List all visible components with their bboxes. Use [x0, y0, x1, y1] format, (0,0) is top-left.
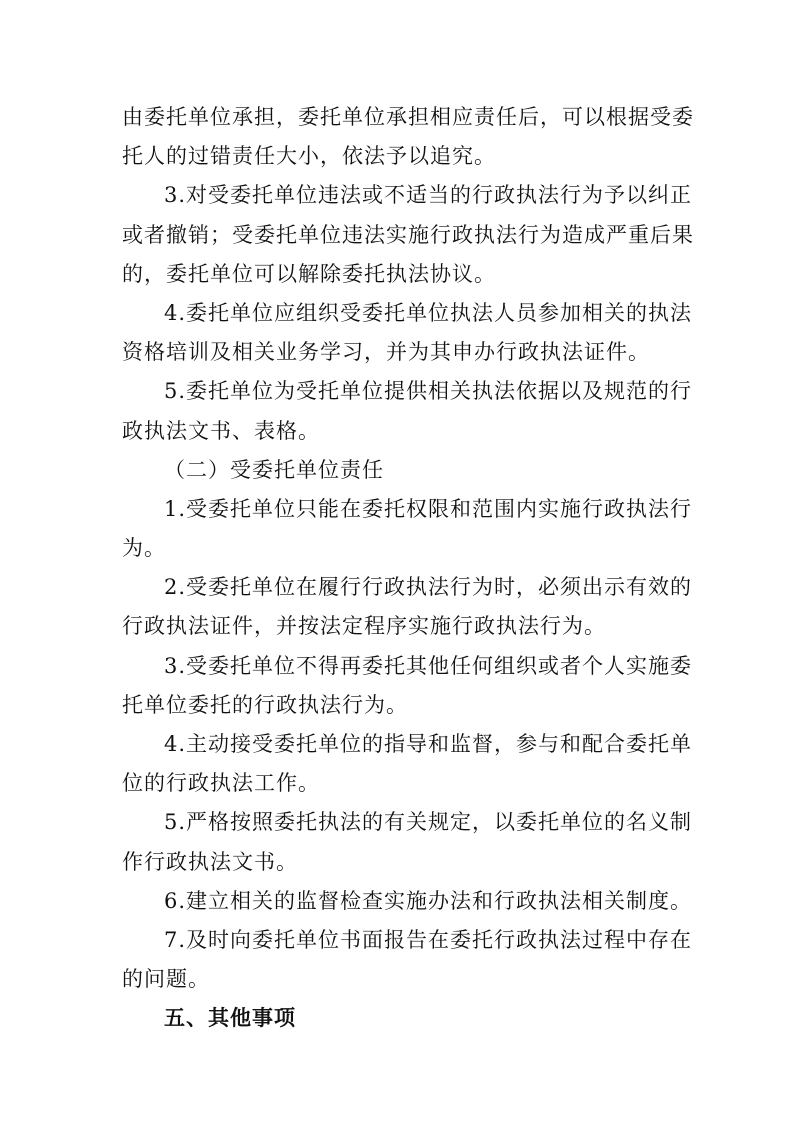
paragraph-line: 资格培训及相关业务学习，并为其申办行政执法证件。 — [122, 340, 650, 365]
paragraph-line: 6.建立相关的监督检查实施办法和行政执法相关制度。 — [164, 888, 693, 913]
document-body — [122, 98, 694, 1039]
paragraph-line: 托单位委托的行政执法行为。 — [122, 692, 408, 717]
paragraph-line: 行政执法证件，并按法定程序实施行政执法行为。 — [122, 614, 606, 639]
paragraph-line: 托人的过错责任大小，依法予以追究。 — [122, 144, 496, 169]
paragraph-line: 2.受委托单位在履行行政执法行为时，必须出示有效的 — [164, 575, 693, 600]
paragraph-line: 7.及时向委托单位书面报告在委托行政执法过程中存在 — [164, 927, 693, 952]
paragraph-line: 4.主动接受委托单位的指导和监督，参与和配合委托单 — [164, 732, 693, 756]
paragraph-line: 由委托单位承担，委托单位承担相应责任后，可以根据受委 — [122, 105, 694, 129]
paragraph-line: 的，委托单位可以解除委托执法协议。 — [122, 261, 496, 286]
paragraph-line: 政执法文书、表格。 — [122, 418, 320, 443]
paragraph-line: 3.对受委托单位违法或不适当的行政执法行为予以纠正 — [164, 183, 693, 208]
paragraph-line: 4.委托单位应组织受委托单位执法人员参加相关的执法 — [164, 300, 693, 325]
paragraph-line: 1.受委托单位只能在委托权限和范围内实施行政执法行 — [164, 496, 693, 521]
paragraph-line: 或者撤销；受委托单位违法实施行政执法行为造成严重后果 — [122, 222, 694, 247]
paragraph-line: 5.严格按照委托执法的有关规定，以委托单位的名义制 — [164, 810, 693, 835]
paragraph-line: 为。 — [122, 536, 166, 561]
paragraph-line: 作行政执法文书。 — [122, 849, 298, 874]
paragraph-line: 3.受委托单位不得再委托其他任何组织或者个人实施委 — [164, 653, 693, 678]
paragraph-line: 5.委托单位为受托单位提供相关执法依据以及规范的行 — [164, 379, 693, 404]
section-subheading: （二）受委托单位责任 — [164, 457, 384, 482]
paragraph-line: 的问题。 — [122, 967, 210, 992]
paragraph-line: 位的行政执法工作。 — [122, 771, 320, 796]
section-heading: 五、其他事项 — [164, 1006, 296, 1031]
